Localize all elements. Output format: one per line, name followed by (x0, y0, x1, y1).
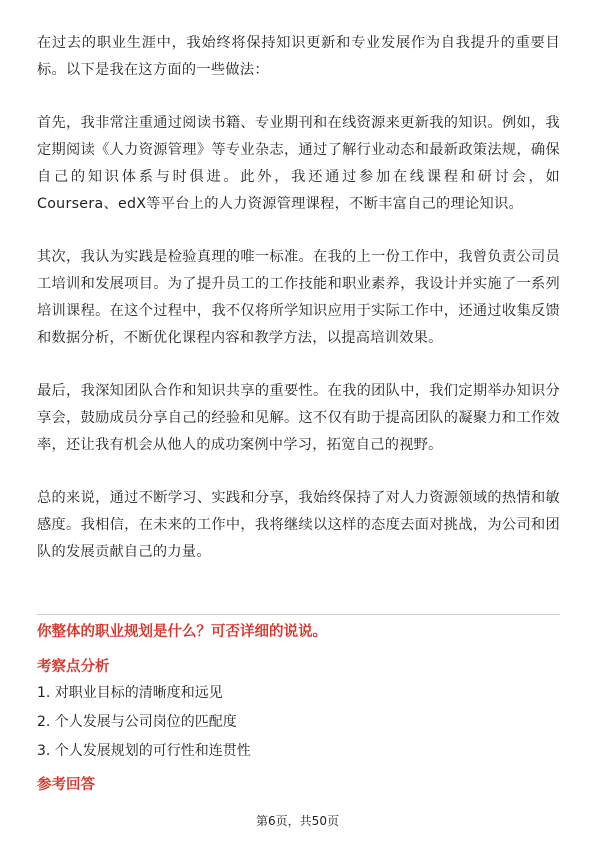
paragraph-intro: 在过去的职业生涯中，我始终将保持知识更新和专业发展作为自我提升的重要目标。以下是我在这方面的一些做法： (37, 35, 560, 78)
reference-heading: 参考回答 (37, 777, 95, 793)
analysis-point: 3. 个人发展规划的可行性和连贯性 (37, 743, 251, 759)
analysis-heading: 考察点分析 (37, 659, 110, 675)
paragraph-summary: 总的来说，通过不断学习、实践和分享，我始终保持了对人力资源领域的热情和敏感度。我相信，在未来的工作中，我将继续以这样的态度去面对挑战，为公司和团队的发展贡献自己的力量。 (37, 490, 560, 560)
page-number: 第6页，共50页 (256, 814, 339, 828)
section-divider (37, 614, 560, 615)
interview-question: 你整体的职业规划是什么？可否详细的说说。 (37, 624, 327, 640)
analysis-point: 2. 个人发展与公司岗位的匹配度 (37, 714, 237, 730)
paragraph-third: 最后，我深知团队合作和知识共享的重要性。在我的团队中，我们定期举办知识分享会，鼓励成员分享自己的经验和见解。这不仅有助于提高团队的凝聚力和工作效率，还让我有机会从他人的成功案例中学习，拓宽自己的视野。 (37, 383, 560, 453)
paragraph-first: 首先，我非常注重通过阅读书籍、专业期刊和在线资源来更新我的知识。例如，我定期阅读《人力资源管理》等专业杂志，通过了解行业动态和最新政策法规，确保自己的知识体系与时俱进。此外，我还通过参加在线课程和研讨会，如Coursera、edX等平台上的人力资源管理课程，不断丰富自己的理论知识。 (37, 115, 560, 212)
analysis-point: 1. 对职业目标的清晰度和远见 (37, 685, 223, 701)
answer-body (37, 30, 560, 566)
paragraph-second: 其次，我认为实践是检验真理的唯一标准。在我的上一份工作中，我曾负责公司员工培训和发展项目。为了提升员工的工作技能和职业素养，我设计并实施了一系列培训课程。在这个过程中，我不仅将所学知识应用于实际工作中，还通过收集反馈和数据分析，不断优化课程内容和教学方法，以提高培训效果。 (37, 249, 560, 346)
